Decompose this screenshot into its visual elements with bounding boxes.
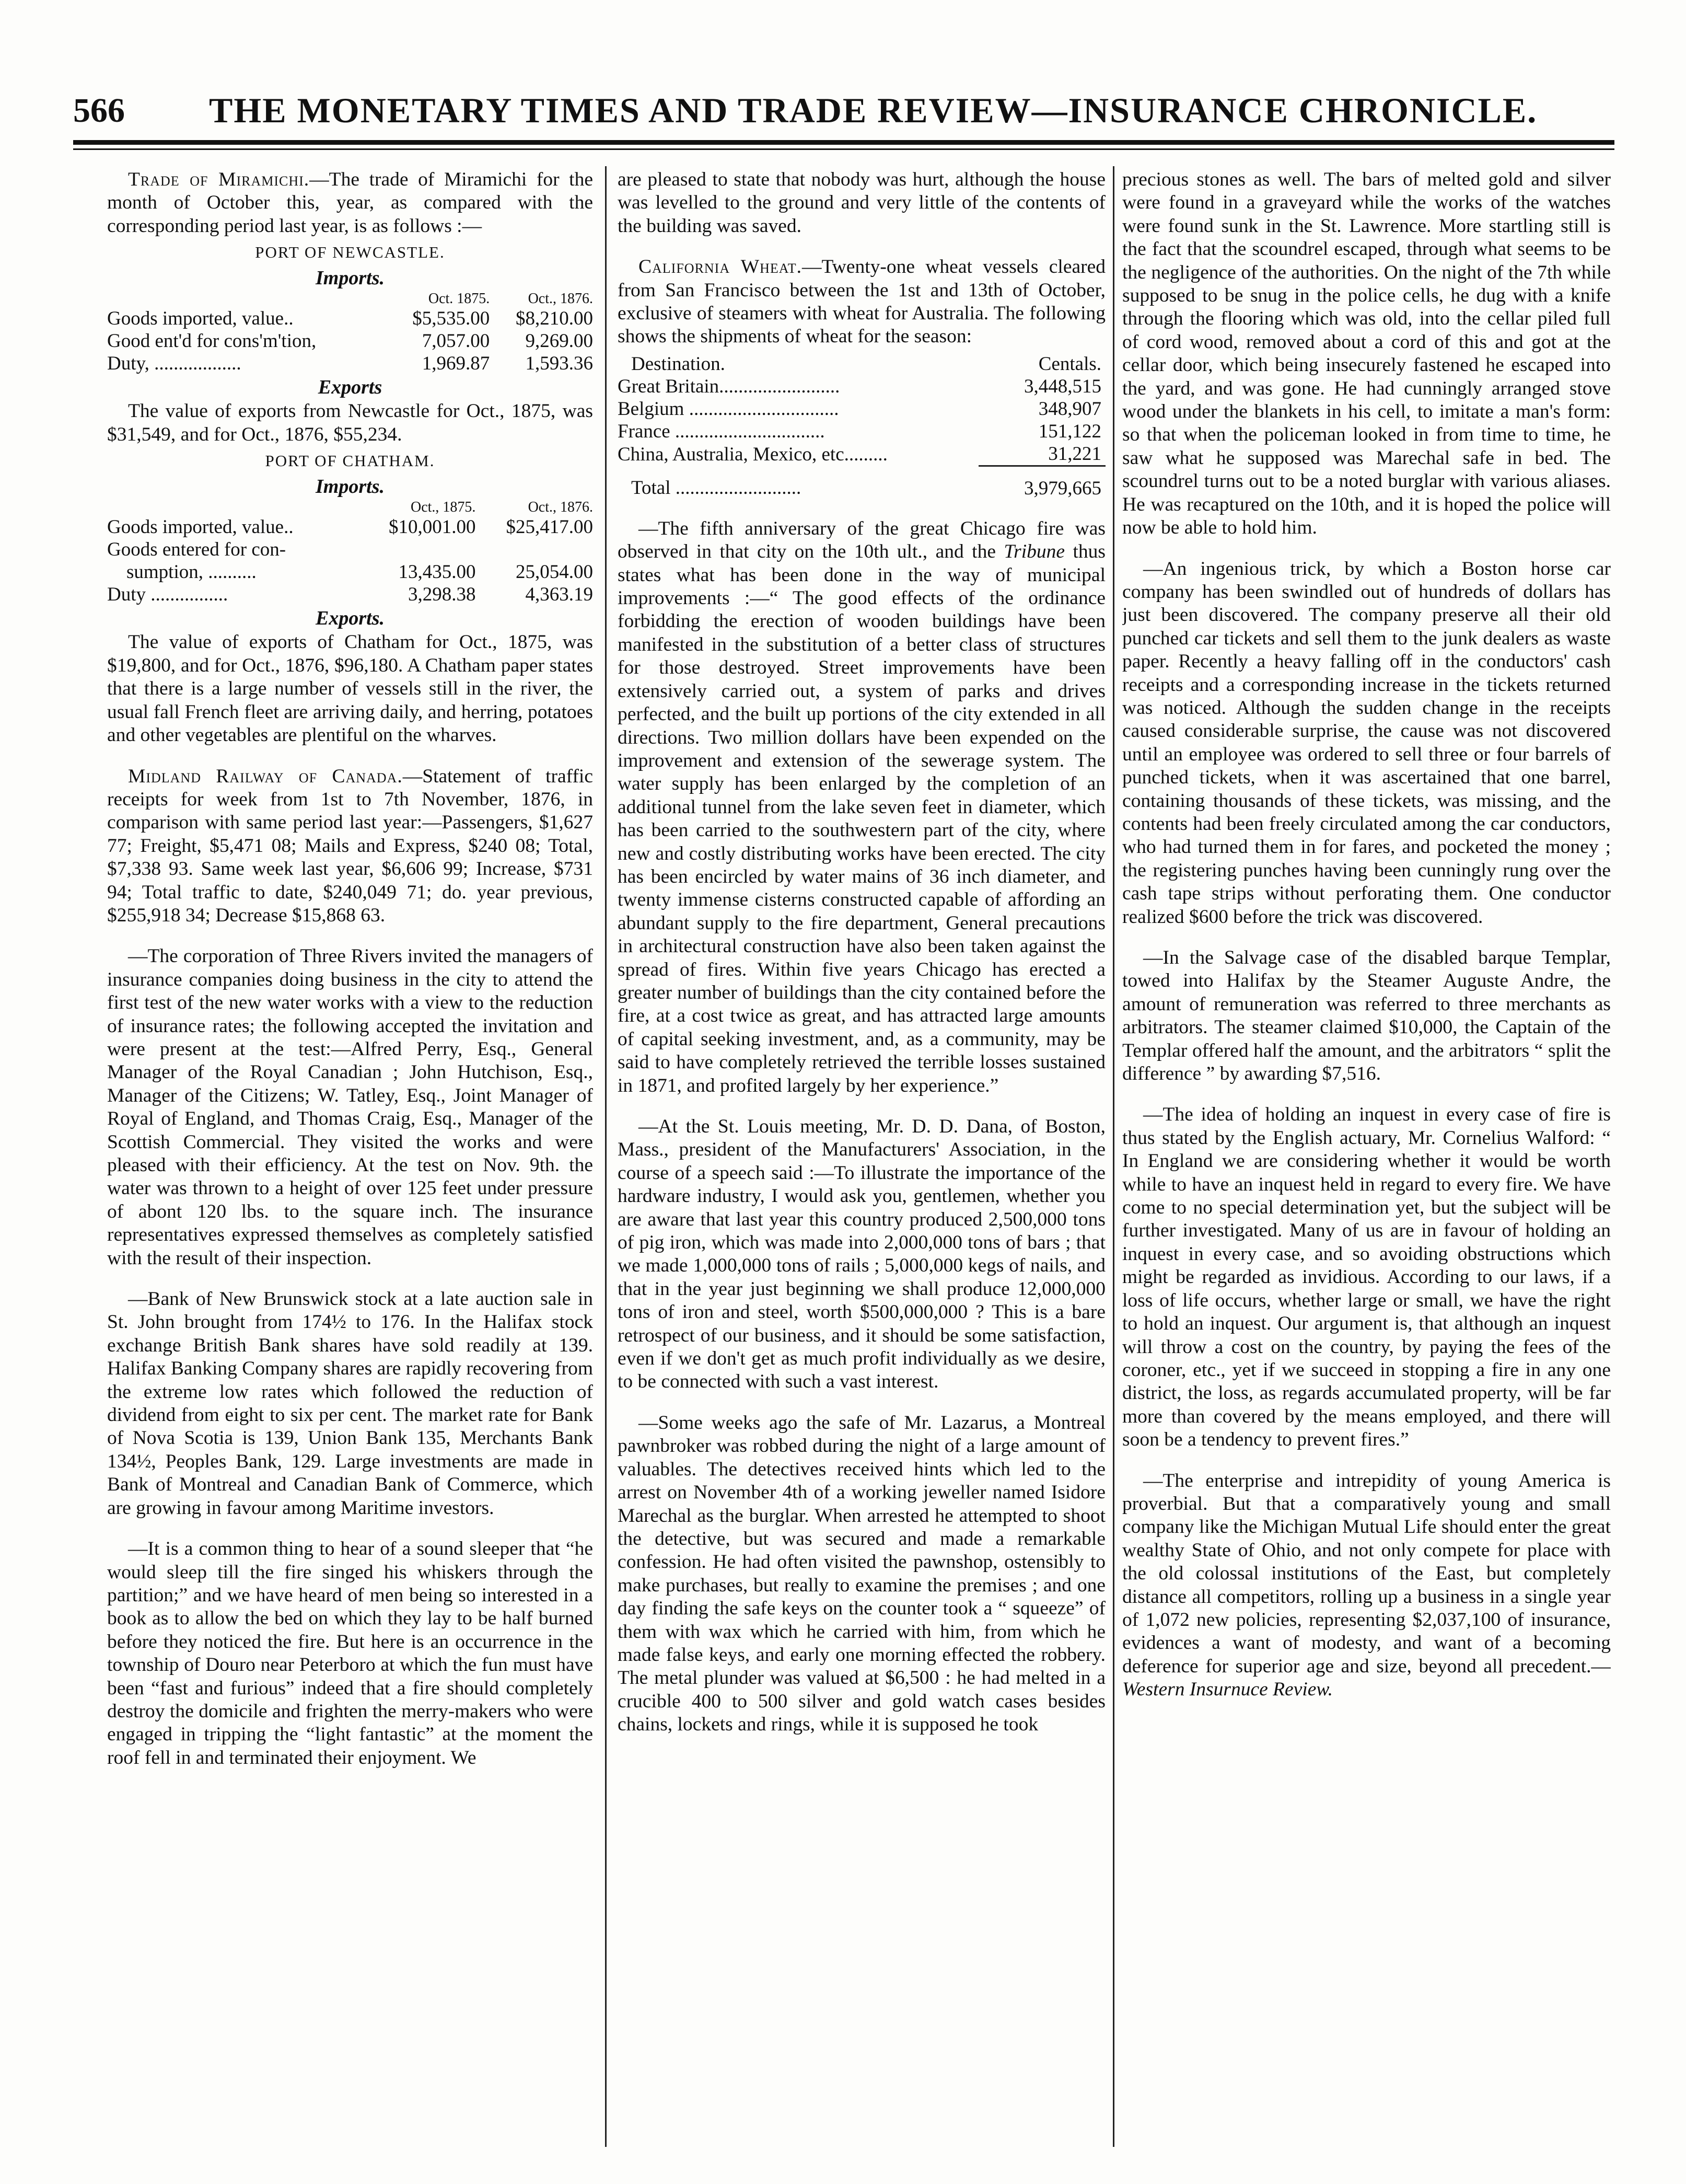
newcastle-imports-heading: Imports. [316,267,385,289]
california-wheat-paragraph: California Wheat.—Twenty-one wheat vessels cleared from San Francisco between the 1st and 13th of October, exclusive of steamers with wheat for Australia. The following shows the shipments of wheat for the season: [618,256,1106,348]
chatham-port-heading: PORT OF CHATHAM. [265,452,435,470]
lazarus-paragraph: —Some weeks ago the safe of Mr. Lazarus, a Montreal pawnbroker was robbed during the night of a large amount of valuables. The detectives received hints which led to the arrest on November 4th of a working jeweller named Isidore Marechal as the burglar. When arrested he attempted to shoot the detective, but was secured and made a remarkable confession. He had often visited the pawnshop, ostensibly to make purchases, but really to examine the premises ; and one day finding the safe keys on the counter took a “ squeeze” of them with wax which he carried with him, from which he made false keys, and early one morning effected the robbery. The metal plunder was valued at $6,500 : he had melted in a crucible 400 to 500 silver and gold watch cases besides chains, lockets and rings, while it is supposed he took [618,1412,1106,1736]
chatham-imports-heading: Imports. [316,475,385,498]
table-row: France ............................... 151,122 [618,420,1101,442]
source-citation: Western Insurnuce Review. [1122,1679,1333,1701]
newcastle-port-heading: PORT OF NEWCASTLE. [255,243,445,262]
st-louis-paragraph: —At the St. Louis meeting, Mr. D. D. Dana, of Boston, Mass., president of the Manufacturers' Association, in the course of a speech said :—To illustrate the importance of the hardware industry, I would ask you, gentlemen, whether you are aware that last year this country produced 2,500,000 tons of pig iron, which was made into 2,000,000 tons of bars ; that we made 1,000,000 tons of rails ; 5,000,000 kegs of nails, and that in the year just beginning we shall produce 12,000,000 tons of iron and steel, worth $500,000,000 ? This is a bare retrospect of our business, and it should be some satisfaction, even if we don't get as much profit individually as we desire, to be connected with such a vast interest. [618,1116,1106,1393]
miramichi-intro: Trade of Miramichi.—The trade of Miramichi for the month of October this, year, as compared with the corresponding period last year, is as follows :— [107,169,593,237]
boston-trick-paragraph: —An ingenious trick, by which a Boston horse car company has been swindled out of hundreds of dollars has just been discovered. The company preserve all their old punched car tickets and sell them to the junk dealers as waste paper. Recently a heavy falling off in the conductors' cash receipts and a corresponding increase in the tickets returned was noticed. Although the sudden change in the receipts caused considerable surprise, the cause was not discovered until an employee was ordered to sell three or four barrels of punched tickets, when it was ascertained that one barrel, containing thousands of these tickets, was missing, and the contents had been freely circulated among the car conductors, who had turned them in for fares, and pocketed the money ; the registering punches having been cunningly rung over the cash tape strips without perforating them. One conductor realized $600 before the trick was discovered. [1122,558,1611,928]
column-2 [618,168,1106,2159]
lazarus-continued: precious stones as well. The bars of melted gold and silver were found in a graveyard while the works of the watches were found sunk in the St. Lawrence. More startling still is the fact that the scoundrel escaped, through what seems to be the negligence of the authorities. On the night of the 7th while supposed to be snug in the police cells, he dug with a knife through the flooring which was old, into the cellar piled full of cord wood, removed about a cord of this and got at the cellar door, which being insecurely fastened he escaped into the yard, and was gone. He had cunningly arranged stove wood under the blankets in his cell, to imitate a man's form: so that when the policeman looked in from time to time, he saw what he supposed was Marechal safe in bed. The scoundrel turns out to be a noted burglar with various aliases. He was recaptured on the 10th, and it is hoped the police will now be able to hold him. [1122,169,1611,539]
table-row: Goods entered for con- [107,539,286,561]
midland-railway-paragraph: Midland Railway of Canada.—Statement of traffic receipts for week from 1st to 7th November, 1876, in comparison with same period last year:—Passengers, $1,627 77; Freight, $5,471 08; Mails and Express, $240 08; Total, $7,338 93. Same week last year, $6,606 99; Increase, $731 94; Total traffic to date, $240,049 71; do. year previous, $255,918 34; Decrease $15,868 63. [107,765,593,926]
salvage-paragraph: —In the Salvage case of the disabled barque Templar, towed into Halifax by the Steamer Auguste Andre, the amount of remuneration was referred to three merchants as arbitrators. The steamer claimed $10,000, the Captain of the Templar offered half the amount, and the arbitrators “ split the difference ” by awarding $7,516. [1122,947,1611,1085]
michigan-paragraph: —The enterprise and intrepidity of young America is proverbial. But that a comparatively young and small company like the Michigan Mutual Life should enter the great wealthy State of Ohio, and not only compete for place with the old colossal institutions of the East, but completely distance all competitors, rolling up a business in a single year of 1,072 new policies, representing $2,037,100 of insurance, evidences a want of modesty, and want of a becoming deference for superior age and size, beyond all precedent.—Western Insurnuce Review. [1122,1470,1611,1701]
wheat-lead: California Wheat. [638,256,802,278]
midland-lead: Midland Railway of Canada. [128,765,403,787]
table-row: China, Australia, Mexico, etc......... 31,221 [618,443,1101,465]
table-col-header: Destination. [631,353,725,375]
header-rule-thick [73,140,1614,145]
wheat-shipments-table [618,353,1106,500]
table-row: Belgium ............................... 348,907 [618,398,1101,420]
newcastle-imports-table [107,291,593,375]
newcastle-exports-text: The value of exports from Newcastle for Oct., 1875, was $31,549, and for Oct., 1876, $55,234. [107,400,593,445]
running-title: THE MONETARY TIMES AND TRADE REVIEW—INSURANCE CHRONICLE. [209,90,1538,130]
miramichi-lead: Trade of Miramichi. [128,169,310,190]
table-row: Good ent'd for cons'm'tion, 7,057.00 9,269.00 [107,330,593,352]
sound-sleeper-paragraph: —It is a common thing to hear of a sound sleeper that “he would sleep till the fire singed his whiskers through the partition;” and we have heard of men being so interested in a book as to allow the bed on which they lay to be half burned before they noticed the fire. But here is an occurrence in the township of Douro near Peterboro at which the fun must have been “fast and furious” indeed that a fire should completely destroy the domicile and frighten the merry-makers who were engaged in tripping the “light fantastic” at the moment the roof fell in and terminated their enjoyment. We [107,1538,593,1769]
table-row: Goods imported, value.. $5,535.00 $8,210.00 [107,308,593,330]
table-col-header: Oct. 1875. [428,291,490,307]
column-1 [107,168,593,2159]
newcastle-exports-heading: Exports [318,376,382,399]
header-rule-thin [73,148,1614,150]
chatham-exports-text: The value of exports of Chatham for Oct., 1875, was $19,800, and for Oct., 1876, $96,180. A Chatham paper states that there is a large number of vessels still in the river, the usual fall French fleet are arriving daily, and herring, potatoes and other vegetables are plentiful on the wharves. [107,631,593,746]
table-row: Duty ................ 3,298.38 4,363.19 [107,584,593,606]
new-brunswick-paragraph: —Bank of New Brunswick stock at a late auction sale in St. John brought from 174½ to 176. In the Halifax stock exchange British Bank shares have sold readily at 139. Halifax Banking Company shares are rapidly recovering from the extreme low rates which followed the reduction of dividend from eight to six per cent. The market rate for Bank of Nova Scotia is 139, Union Bank 135, Merchants Bank 134½, Peoples Bank, 129. Large investments are made in Bank of Montreal and Canadian Bank of Commerce, which are growing in favour among Maritime investors. [107,1288,593,1519]
inquest-paragraph: —The idea of holding an inquest in every case of fire is thus stated by the English actuary, Mr. Cornelius Walford: “ In England we are considering whether it would be worth while to have an inquest held in regard to every fire. We have come to no special determination yet, but the subject will be further investigated. Many of us are in favour of holding an inquest in every case, and so avoiding obstructions which might be regarded as invidious. According to our laws, if a loss of life occurs, whether large or small, we have the right to hold an inquest. Our argument is, that although an inquest will throw a cost on the country, by paying the fees of the coroner, etc., yet if we succeed in stopping a fire in any one district, the loss, as regards accumulated property, will be far more than covered by the means employed, and there will soon be a tendency to prevent fires.” [1122,1104,1611,1451]
tribune-title: Tribune [1004,541,1065,563]
column-divider-2 [1113,166,1114,2147]
sound-sleeper-continued: are pleased to state that nobody was hurt, although the house was levelled to the ground and very little of the contents of the building was saved. [618,169,1106,237]
chatham-imports-table [107,499,593,606]
table-row: Duty, .................. 1,969.87 1,593.36 [107,353,593,375]
chicago-fire-paragraph: —The fifth anniversary of the great Chicago fire was observed in that city on the 10th ult., and the Tribune thus states what has been done in the way of municipal improvements :—“ The good effects of the ordinance forbidding the erection of wooden buildings have been manifested in the substitution of a better class of structures for those destroyed. Street improvements have been extensively carried out, a system of parks and drives perfected, and the built up portions of the city extended in all directions. Two million dollars have been expended on the improvement and extension of the sewerage system. The water supply has been enlarged by the completion of an additional tunnel from the lake seven feet in diameter, which has been carried to the southwestern part of the city, where new and costly distributing works have been erected. The city has been encircled by water mains of 36 inch diameter, and twenty immense cisterns constructed capable of affording an abundant supply to the fire department, General precautions in architectural construction have also been taken against the spread of fires. Within five years Chicago has erected a greater number of buildings than the city contained before the fire, at a cost twice as great, and has attracted large amounts of capital seeking investment, and, as a community, may be said to have completely retrieved the terrible losses sustained in 1871, and profited largely by her experience.” [618,517,1106,1096]
table-row: Great Britain......................... 3,448,515 [618,375,1101,397]
table-total-row: Total .......................... 3,979,665 [618,466,1106,500]
three-rivers-paragraph: —The corporation of Three Rivers invited the managers of insurance companies doing business in the city to attend the first test of the new water works with a view to the reduction of insurance rates; the following accepted the invitation and were present at the test:—Alfred Perry, Esq., General Manager of the Royal Canadian ; John Hutchison, Esq., Manager of the Citizens; W. Tatley, Esq., Joint Manager of Royal of England, and Thomas Craig, Esq., Manager of the Scottish Commercial. They visited the works and were pleased with their efficiency. At the test on Nov. 9th. the water was thrown to a height of over 125 feet under pressure of abont 120 lbs. to the square inch. The insurance representatives expressed themselves as completely satisfied with the result of their inspection. [107,945,593,1269]
page-header [73,78,1614,136]
column-3 [1122,168,1611,2159]
chatham-exports-heading: Exports. [316,607,385,630]
table-col-header: Oct., 1876. [528,499,593,516]
table-row: Goods imported, value.. $10,001.00 $25,417.00 [107,516,593,538]
table-col-header: Centals. [1038,353,1101,375]
column-divider-1 [605,166,607,2147]
page-number: 566 [73,91,125,130]
table-col-header: Oct., 1875. [411,499,476,516]
table-col-header: Oct., 1876. [528,291,593,307]
table-row: sumption, .......... 13,435.00 25,054.00 [107,561,593,583]
